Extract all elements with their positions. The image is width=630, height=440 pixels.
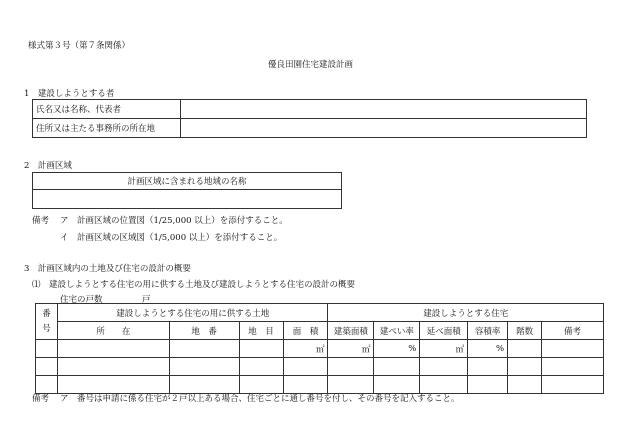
- unit-building-area[interactable]: ㎡: [328, 340, 374, 358]
- cell[interactable]: [57, 340, 169, 358]
- section3-note-a: ア 番号は申請に係る住宅が２戸以上ある場合、住宅ごとに通し番号を付し、その番号を記入すること。: [60, 394, 460, 404]
- applicant-table: [32, 99, 587, 138]
- land-group-header: 建設しようとする住宅の用に供する土地: [57, 304, 328, 322]
- col-floors: 階数: [508, 322, 542, 340]
- col-lot-number: 地 番: [169, 322, 239, 340]
- cell[interactable]: [36, 340, 58, 358]
- section1-heading: 1 建設しようとする者: [24, 89, 115, 99]
- unit-floor-area[interactable]: ㎡: [420, 340, 468, 358]
- col-area: 面 積: [283, 322, 328, 340]
- cell[interactable]: [239, 340, 283, 358]
- cell[interactable]: [36, 376, 58, 394]
- col-coverage-ratio: 建ぺい率: [374, 322, 420, 340]
- col-land-category: 地 目: [239, 322, 283, 340]
- section2-notes-label: 備考: [32, 216, 50, 226]
- unit-coverage[interactable]: %: [374, 340, 420, 358]
- address-field[interactable]: [181, 119, 587, 138]
- page-title: 優良田園住宅建設計画: [268, 60, 354, 70]
- design-table: [35, 303, 604, 394]
- cell[interactable]: [468, 376, 508, 394]
- section3-subheading: ⑴ 建設しようとする住宅の用に供する土地及び建設しようとする住宅の設計の概要: [32, 280, 356, 290]
- house-count-label: 住宅の戸数: [60, 295, 103, 305]
- cell[interactable]: [420, 358, 468, 376]
- unit-volume-ratio[interactable]: %: [468, 340, 508, 358]
- cell[interactable]: [542, 340, 604, 358]
- cell[interactable]: [283, 358, 328, 376]
- col-number-header: 番号: [36, 304, 58, 340]
- table-row: [36, 358, 604, 376]
- cell[interactable]: [508, 358, 542, 376]
- area-table: [32, 172, 342, 209]
- unit-area[interactable]: ㎡: [283, 340, 328, 358]
- cell[interactable]: [328, 376, 374, 394]
- cell[interactable]: [169, 340, 239, 358]
- col-volume-ratio: 容積率: [468, 322, 508, 340]
- cell[interactable]: [169, 376, 239, 394]
- cell[interactable]: [420, 376, 468, 394]
- cell[interactable]: [328, 358, 374, 376]
- cell[interactable]: [468, 358, 508, 376]
- name-label: 氏名又は名称、代表者: [33, 100, 181, 119]
- cell[interactable]: [542, 376, 604, 394]
- house-count-unit: 戸: [142, 295, 151, 305]
- cell[interactable]: [239, 376, 283, 394]
- col-location: 所 在: [57, 322, 169, 340]
- cell[interactable]: [508, 340, 542, 358]
- cell[interactable]: [36, 358, 58, 376]
- table-row: [36, 322, 604, 340]
- address-label: 住所又は主たる事務所の所在地: [33, 119, 181, 138]
- cell[interactable]: [283, 376, 328, 394]
- cell[interactable]: [169, 358, 239, 376]
- cell[interactable]: [57, 358, 169, 376]
- cell[interactable]: [374, 376, 420, 394]
- table-row: [33, 173, 342, 190]
- cell[interactable]: [239, 358, 283, 376]
- section2-heading: 2 計画区域: [24, 161, 72, 171]
- table-row: [33, 190, 342, 209]
- table-row: [36, 340, 604, 358]
- col-remarks: 備考: [542, 322, 604, 340]
- area-name-header: 計画区域に含まれる地域の名称: [33, 173, 342, 190]
- house-group-header: 建設しようとする住宅: [328, 304, 604, 322]
- section2-note-b: イ 計画区域の区域図（1/5,000 以上）を添付すること。: [60, 233, 283, 243]
- cell[interactable]: [57, 376, 169, 394]
- cell[interactable]: [542, 358, 604, 376]
- table-row: [36, 376, 604, 394]
- section3-notes-label: 備考: [32, 394, 50, 404]
- section3-heading: 3 計画区域内の土地及び住宅の設計の概要: [24, 264, 191, 274]
- table-row: [36, 304, 604, 322]
- table-row: [33, 100, 587, 119]
- cell[interactable]: [374, 358, 420, 376]
- name-field[interactable]: [181, 100, 587, 119]
- col-building-area: 建築面積: [328, 322, 374, 340]
- col-floor-area: 延べ面積: [420, 322, 468, 340]
- table-row: [33, 119, 587, 138]
- cell[interactable]: [508, 376, 542, 394]
- section2-note-a: ア 計画区域の位置図（1/25,000 以上）を添付すること。: [60, 216, 288, 226]
- form-number: 様式第３号（第７条関係）: [28, 41, 131, 51]
- area-name-field[interactable]: [33, 190, 342, 209]
